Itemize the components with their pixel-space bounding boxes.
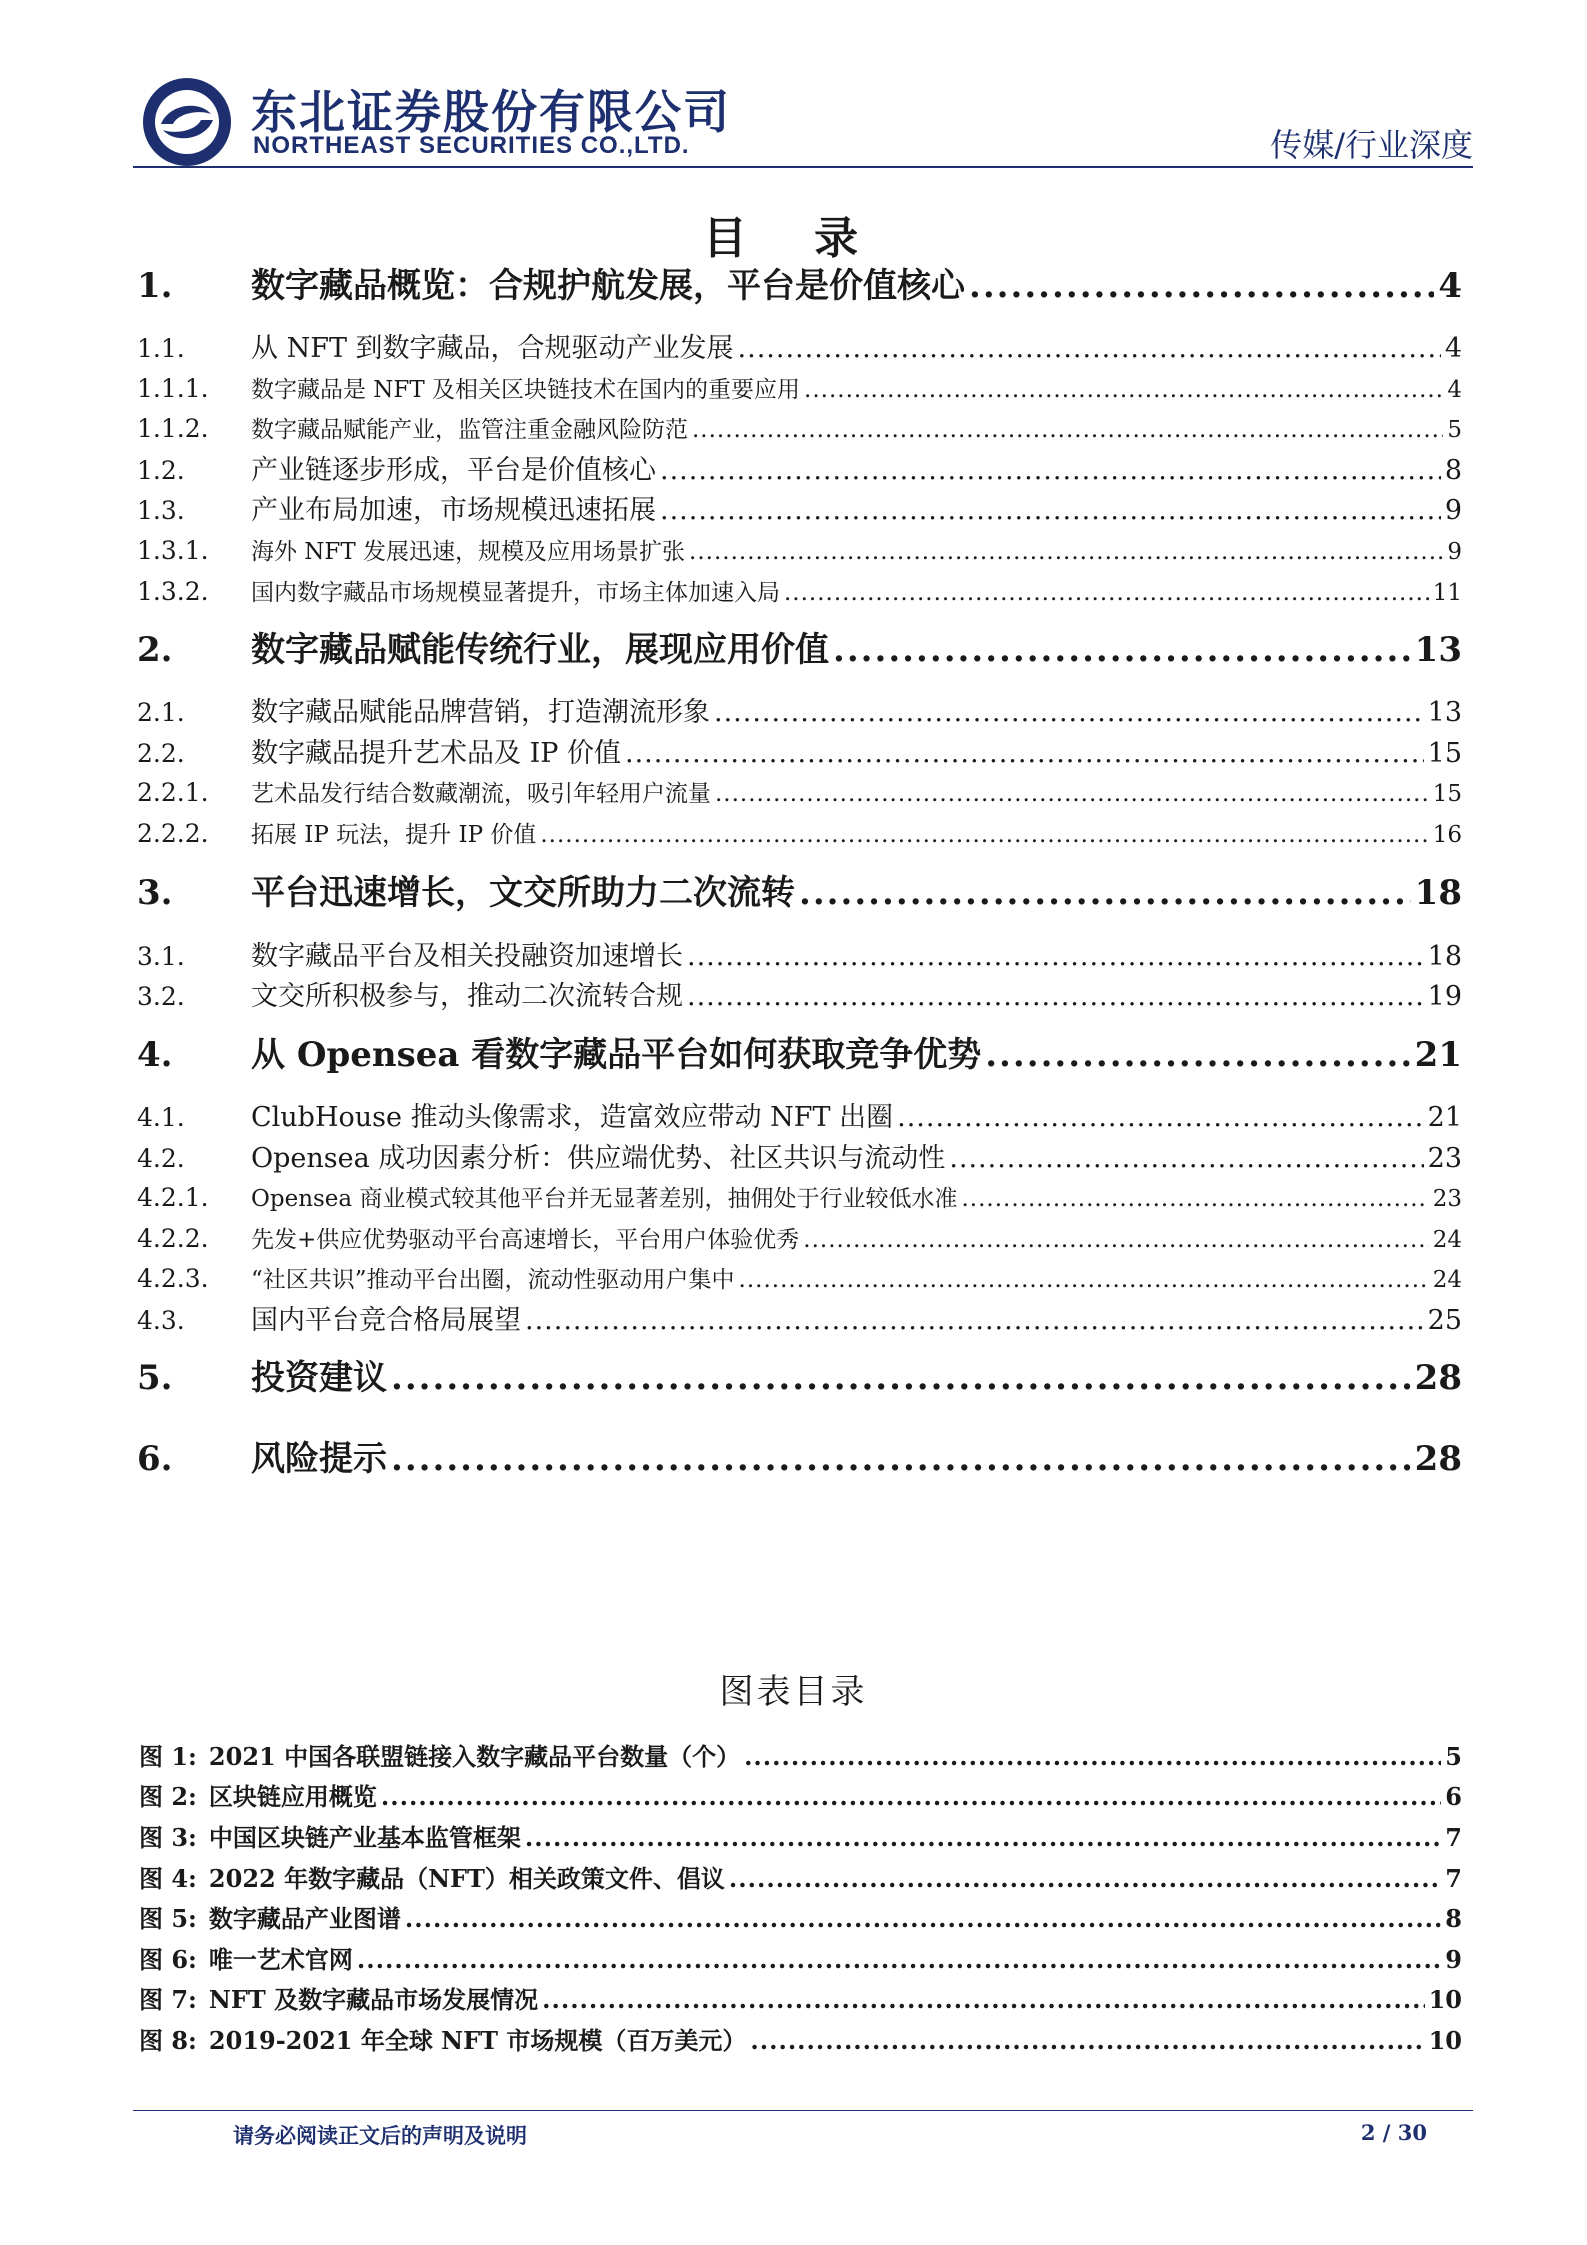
toc-entry-number: 1.1.1.: [137, 374, 209, 403]
toc-entry-number: 2.2.2.: [137, 819, 209, 848]
toc-leader-dots: [799, 873, 1411, 913]
figure-entry-label: 图 6:: [139, 1945, 197, 1974]
toc-title: 目 录: [702, 213, 885, 264]
toc-leader-dots: [784, 580, 1429, 606]
figure-leader-dots: [744, 1742, 1441, 1771]
toc-entry-number: 4.1.: [137, 1103, 185, 1132]
company-name-cn: 东北证券股份有限公司: [251, 85, 731, 139]
toc-entry[interactable]: [137, 411, 1462, 444]
toc-entry[interactable]: [137, 1350, 1462, 1399]
toc-entry-page: 4: [1447, 377, 1462, 403]
figure-entry-label: 图 4:: [139, 1864, 197, 1893]
figure-leader-dots: [357, 1945, 1441, 1974]
toc-leader-dots: [625, 738, 1424, 769]
toc-leader-dots: [714, 697, 1424, 728]
toc-entry-page: 5: [1447, 417, 1462, 443]
toc-entry-page: 21: [1427, 1102, 1462, 1133]
toc-entry-page: 9: [1444, 495, 1462, 526]
toc-leader-dots: [660, 455, 1441, 486]
toc-entry-page: 11: [1432, 580, 1462, 606]
toc-leader-dots: [525, 1305, 1424, 1336]
figure-entry-page: 10: [1428, 1985, 1462, 2014]
toc-entry-title: “社区共识”推动平台出圈，流动性驱动用户集中: [251, 1267, 735, 1293]
figure-entry[interactable]: [139, 1980, 1462, 2015]
toc-entry[interactable]: [137, 1261, 1462, 1294]
toc-leader-dots: [969, 266, 1434, 306]
toc-entry-number: 1.1.: [137, 334, 185, 363]
toc-leader-dots: [660, 495, 1441, 526]
toc-entry-title: 数字藏品平台及相关投融资加速增长: [251, 941, 683, 972]
toc-leader-dots: [949, 1143, 1423, 1174]
toc-entry[interactable]: [137, 934, 1462, 973]
footer-divider: [133, 2110, 1473, 2111]
toc-entry-title: Opensea 成功因素分析：供应端优势、社区共识与流动性: [251, 1143, 946, 1174]
figure-entry[interactable]: [139, 1940, 1462, 1975]
toc-entry-number: 4.2.2.: [137, 1224, 209, 1253]
toc-entry-title: 拓展 IP 玩法，提升 IP 价值: [251, 822, 537, 848]
toc-entry-page: 28: [1414, 1358, 1462, 1398]
toc-entry[interactable]: [137, 1298, 1462, 1337]
toc-entry[interactable]: [137, 1027, 1462, 1076]
figure-entry-label: 图 7:: [139, 1985, 197, 2014]
company-logo-icon: [139, 74, 235, 170]
figure-entry[interactable]: [139, 1899, 1462, 1934]
toc-entry-page: 13: [1427, 697, 1462, 728]
toc-entry[interactable]: [137, 622, 1462, 671]
toc-entry-number: 1.3.: [137, 496, 185, 525]
footer-disclaimer: 请务必阅读正文后的声明及说明: [233, 2124, 527, 2148]
figure-entry-label: 图 5:: [139, 1904, 197, 1933]
toc-entry-title: 文交所积极参与，推动二次流转合规: [251, 981, 683, 1012]
toc-entry-page: 28: [1414, 1439, 1462, 1479]
toc-entry-title: 风险提示: [251, 1439, 387, 1479]
figure-entry-page: 10: [1428, 2026, 1462, 2055]
toc-entry-title: 国内数字藏品市场规模显著提升，市场主体加速入局: [251, 580, 780, 606]
toc-entry-title: 先发+供应优势驱动平台高速增长，平台用户体验优秀: [251, 1227, 800, 1253]
toc-entry-number: 3.1.: [137, 942, 185, 971]
figure-leader-dots: [381, 1782, 1441, 1811]
figure-leader-dots: [750, 2026, 1424, 2055]
toc-leader-dots: [803, 1227, 1428, 1253]
figure-entry-page: 5: [1445, 1742, 1462, 1771]
toc-entry[interactable]: [137, 816, 1462, 849]
toc-entry-title: 数字藏品提升艺术品及 IP 价值: [251, 738, 621, 769]
toc-entry-page: 24: [1432, 1267, 1462, 1293]
toc-entry-page: 16: [1432, 822, 1462, 848]
figure-entry[interactable]: [139, 1777, 1462, 1812]
toc-entry-page: 23: [1427, 1143, 1462, 1174]
toc-entry-page: 18: [1427, 941, 1462, 972]
toc-entry-title: 海外 NFT 发展迅速，规模及应用场景扩张: [251, 539, 686, 565]
figure-entry-page: 7: [1445, 1864, 1462, 1893]
toc-entry-page: 23: [1432, 1186, 1462, 1212]
toc-leader-dots: [897, 1102, 1424, 1133]
toc-leader-dots: [739, 1267, 1429, 1293]
figure-entry-title: 区块链应用概览: [208, 1782, 377, 1811]
toc-entry-number: 3.2.: [137, 982, 185, 1011]
toc-entry-number: 4.2.1.: [137, 1183, 209, 1212]
figure-entry-label: 图 2:: [139, 1782, 197, 1811]
figure-entry-label: 图 1:: [139, 1742, 197, 1771]
figure-entry-page: 6: [1445, 1782, 1462, 1811]
figure-entry-title: 2021 中国各联盟链接入数字藏品平台数量（个）: [208, 1742, 741, 1771]
figure-list-title: 图表目录: [719, 1672, 868, 1712]
toc-entry[interactable]: [137, 775, 1462, 808]
toc-leader-dots: [715, 781, 1429, 807]
toc-entry-title: 投资建议: [251, 1358, 387, 1398]
figure-entry-label: 图 8:: [139, 2026, 197, 2055]
figure-entry-title: 中国区块链产业基本监管框架: [208, 1823, 521, 1852]
report-category: 传媒/行业深度: [1270, 126, 1473, 164]
toc-entry-number: 2.2.: [137, 739, 185, 768]
figure-entry-title: 唯一艺术官网: [208, 1945, 353, 1974]
toc-entry-page: 8: [1444, 455, 1462, 486]
toc-entry-title: 平台迅速增长，文交所助力二次流转: [251, 873, 795, 913]
toc-entry-number: 6.: [137, 1439, 173, 1479]
toc-entry-title: 数字藏品赋能品牌营销，打造潮流形象: [251, 697, 710, 728]
header-divider: [133, 166, 1473, 168]
toc-entry[interactable]: [137, 488, 1462, 527]
page-number: 2 / 30: [1360, 2120, 1427, 2145]
company-name-en: NORTHEAST SECURITIES CO.,LTD.: [253, 132, 690, 159]
toc-entry[interactable]: [137, 1095, 1462, 1134]
toc-entry[interactable]: [137, 974, 1462, 1013]
toc-entry-number: 4.3.: [137, 1306, 185, 1335]
toc-entry-title: 艺术品发行结合数藏潮流，吸引年轻用户流量: [251, 781, 711, 807]
toc-leader-dots: [391, 1439, 1411, 1479]
toc-entry-number: 4.2.: [137, 1144, 185, 1173]
toc-entry-title: 数字藏品赋能产业，监管注重金融风险防范: [251, 417, 688, 443]
toc-leader-dots: [833, 630, 1411, 670]
toc-leader-dots: [692, 417, 1443, 443]
figure-entry-title: NFT 及数字藏品市场发展情况: [208, 1985, 539, 2014]
toc-leader-dots: [689, 539, 1443, 565]
figure-entry[interactable]: [139, 1737, 1462, 1772]
toc-entry-number: 1.1.2.: [137, 414, 209, 443]
toc-entry-title: 数字藏品概览：合规护航发展，平台是价值核心: [251, 266, 965, 306]
figure-entry[interactable]: [139, 2021, 1462, 2056]
toc-entry-page: 21: [1414, 1035, 1462, 1075]
toc-entry-page: 19: [1427, 981, 1462, 1012]
figure-leader-dots: [542, 1985, 1424, 2014]
figure-entry-label: 图 3:: [139, 1823, 197, 1852]
toc-entry-number: 1.3.1.: [137, 536, 209, 565]
toc-entry[interactable]: [137, 731, 1462, 770]
page-header: [133, 62, 1473, 170]
figure-leader-dots: [525, 1823, 1441, 1852]
figure-entry-page: 8: [1445, 1904, 1462, 1933]
toc-entry-number: 2.: [137, 630, 173, 670]
toc-entry[interactable]: [137, 1221, 1462, 1254]
toc-entry-page: 15: [1427, 738, 1462, 769]
toc-entry-page: 13: [1414, 630, 1462, 670]
toc-entry[interactable]: [137, 448, 1462, 487]
toc-entry[interactable]: [137, 326, 1462, 365]
toc-entry[interactable]: [137, 690, 1462, 729]
toc-leader-dots: [985, 1035, 1410, 1075]
toc-entry-title: ClubHouse 推动头像需求，造富效应带动 NFT 出圈: [251, 1102, 894, 1133]
toc-entry-title: 从 Opensea 看数字藏品平台如何获取竞争优势: [251, 1035, 982, 1075]
toc-leader-dots: [540, 822, 1428, 848]
toc-entry-number: 1.3.2.: [137, 577, 209, 606]
figure-entry[interactable]: [139, 1818, 1462, 1853]
toc-entry-page: 25: [1427, 1305, 1462, 1336]
toc-entry[interactable]: [137, 1180, 1462, 1213]
toc-entry-title: Opensea 商业模式较其他平台并无显著差别，抽佣处于行业较低水准: [251, 1186, 958, 1212]
toc-entry[interactable]: [137, 371, 1462, 404]
toc-entry-title: 产业链逐步形成，平台是价值核心: [251, 455, 656, 486]
toc-leader-dots: [687, 941, 1424, 972]
toc-entry-number: 1.2.: [137, 456, 185, 485]
figure-entry-title: 数字藏品产业图谱: [208, 1904, 401, 1933]
figure-entry-title: 2022 年数字藏品（NFT）相关政策文件、倡议: [208, 1864, 725, 1893]
toc-entry-page: 15: [1432, 781, 1462, 807]
toc-entry-title: 数字藏品赋能传统行业，展现应用价值: [251, 630, 829, 670]
figure-leader-dots: [405, 1904, 1441, 1933]
toc-entry-page: 24: [1432, 1227, 1462, 1253]
figure-leader-dots: [729, 1864, 1441, 1893]
toc-entry-number: 1.: [137, 266, 173, 306]
figure-entry-page: 9: [1445, 1945, 1462, 1974]
toc-entry[interactable]: [137, 533, 1462, 566]
toc-leader-dots: [961, 1186, 1428, 1212]
toc-leader-dots: [687, 981, 1424, 1012]
toc-entry-number: 4.2.3.: [137, 1264, 209, 1293]
toc-leader-dots: [738, 333, 1441, 364]
toc-entry[interactable]: [137, 1136, 1462, 1175]
toc-leader-dots: [391, 1358, 1411, 1398]
toc-entry[interactable]: [137, 574, 1462, 607]
figure-entry[interactable]: [139, 1859, 1462, 1894]
toc-entry[interactable]: [137, 258, 1462, 307]
toc-entry-number: 2.2.1.: [137, 778, 209, 807]
toc-entry-title: 从 NFT 到数字藏品，合规驱动产业发展: [251, 333, 734, 364]
toc-entry-page: 18: [1414, 873, 1462, 913]
toc-entry-page: 4: [1444, 333, 1462, 364]
toc-entry-number: 3.: [137, 873, 173, 913]
toc-entry-title: 产业布局加速，市场规模迅速拓展: [251, 495, 656, 526]
toc-entry-number: 4.: [137, 1035, 173, 1075]
toc-entry-page: 4: [1438, 266, 1462, 306]
toc-entry-number: 5.: [137, 1358, 173, 1398]
toc-entry-title: 数字藏品是 NFT 及相关区块链技术在国内的重要应用: [251, 377, 801, 403]
toc-entry[interactable]: [137, 865, 1462, 914]
figure-entry-title: 2019-2021 年全球 NFT 市场规模（百万美元）: [208, 2026, 747, 2055]
toc-entry-number: 2.1.: [137, 698, 185, 727]
toc-entry[interactable]: [137, 1431, 1462, 1480]
toc-entry-title: 国内平台竞合格局展望: [251, 1305, 521, 1336]
toc-entry-page: 9: [1447, 539, 1462, 565]
figure-entry-page: 7: [1445, 1823, 1462, 1852]
toc-leader-dots: [804, 377, 1443, 403]
